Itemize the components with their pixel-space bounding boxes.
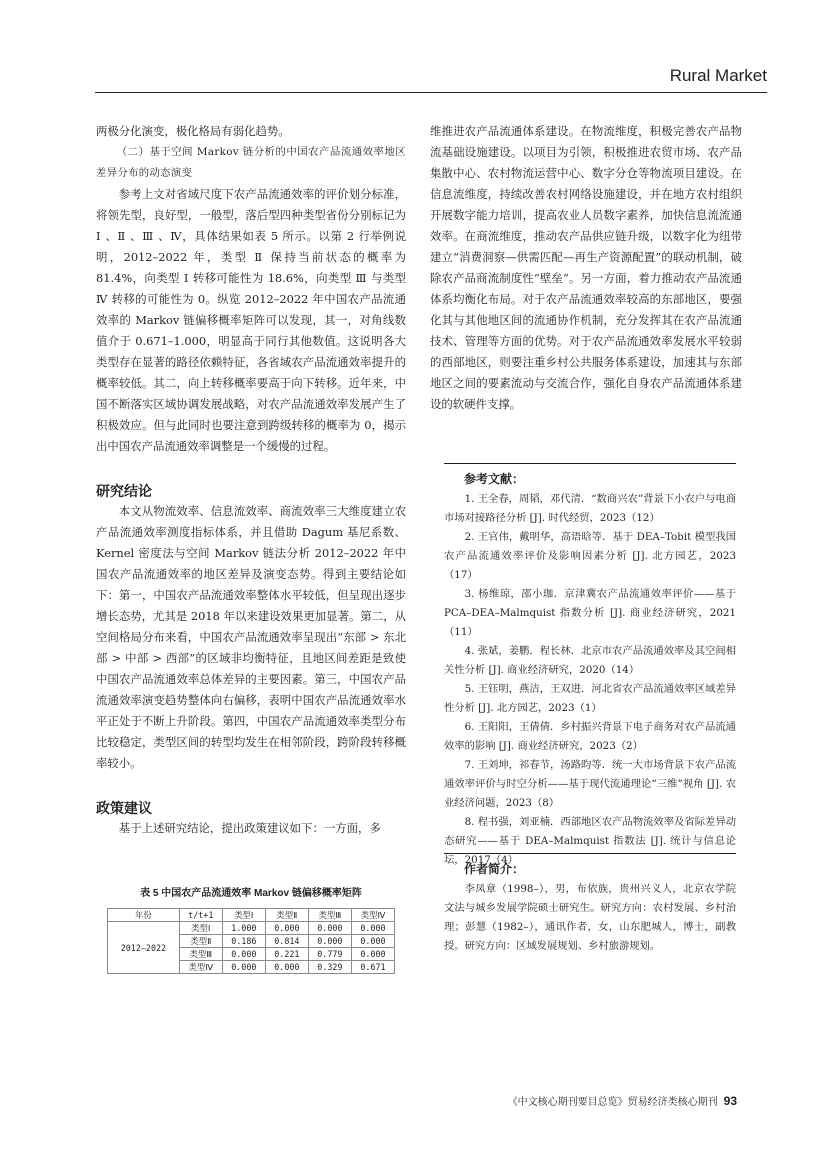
- year-cell: 2012–2022: [108, 922, 180, 974]
- journal-name: 《中文核心期刊要目总览》贸易经济类核心期刊: [507, 1097, 718, 1108]
- table-cell: 0.671: [351, 961, 394, 974]
- author-bio: 李凤章（1998–），男，布依族，贵州兴义人，北京农学院文法与城乡发展学院硕士研究生。研究方向：农村发展、乡村治理；彭慧（1982–），通讯作者，女，山东肥城人，博士，副教授。研究方向：区域发展规划、乡村旅游规划。: [444, 883, 736, 952]
- right-paragraph-1: 维推进农产品流通体系建设。在物流维度，积极完善农产品物流基础设施建设。以项目为引领，积极推进农贸市场、农产品集散中心、农村物流运营中心、数字分仓等物流项目建设。在信息流维度，持续改善农村网络设施建设，并在地方农村组织开展数字能力培训，提高农业人员数字素养，加快信息流流通效率。在商流维度，推动农产品供应链升级，以数字化为纽带建立“消费洞察—供需匹配—再生产资源配置”的联动机制，破除农产品商流制度性“壁垒”。另一方面，着力推动农产品流通体系均衡化布局。对于农产品流通效率较高的东部地区，要强化其与其他地区间的流通协作机制，充分发挥其在农产品流通技术、管理等方面的优势。对于农产品流通效率发展水平较弱的西部地区，则要注重乡村公共服务体系建设，加速其与东部地区之间的要素流动与交流合作，强化自身农产品流通体系建设的软硬件支撑。: [430, 124, 742, 411]
- policy-heading: 政策建议: [96, 800, 152, 816]
- reference-item: 2. 王官伟，戴明华，高语晗等．基于 DEA–Tobit 模型我国农产品流通效率评价及影响因素分析 [J]. 北方园艺，2023（17）: [444, 531, 736, 581]
- table-header-cell: 类型Ⅳ: [351, 909, 394, 922]
- right-column: [430, 121, 742, 415]
- table-cell: 0.000: [351, 948, 394, 961]
- table-cell: 0.186: [222, 935, 265, 948]
- table-caption: 表 5 中国农产品流通效率 Markov 链偏移概率矩阵: [140, 888, 362, 899]
- table-cell: 0.000: [351, 922, 394, 935]
- table-cell: 0.221: [265, 948, 308, 961]
- author-heading: 作者简介：: [464, 862, 525, 876]
- reference-item: 8. 程书强，刘亚楠．西部地区农产品物流效率及省际差异动态研究——基于 DEA–Malmquist 指数法 [J]. 统计与信息论坛，2017（4）: [444, 816, 736, 866]
- table-cell: 0.000: [265, 961, 308, 974]
- reference-item: 4. 张斌，姜鹏．程长林．北京市农产品流通效率及其空间相关性分析 [J]. 商业经济研究，2020（14）: [444, 645, 736, 676]
- table-cell: 0.000: [265, 922, 308, 935]
- author-section: [444, 853, 736, 956]
- table-cell: 类型Ⅲ: [179, 948, 222, 961]
- table-cell: 0.000: [222, 948, 265, 961]
- references-heading: 参考文献：: [464, 472, 525, 486]
- table-cell: 类型Ⅰ: [179, 922, 222, 935]
- reference-item: 5. 王钰明，燕洁，王双进．河北省农产品流通效率区域差异性分析 [J]. 北方园艺，2023（1）: [444, 683, 736, 714]
- left-column: [96, 121, 406, 839]
- table-cell: 0.814: [265, 935, 308, 948]
- references-section: [444, 463, 736, 870]
- reference-item: 7. 王刘坤，祁春节，汤路昀等．统一大市场背景下农产品流通效率评价与时空分析——基于现代流通理论“三维”视角 [J]. 农业经济问题，2023（8）: [444, 759, 736, 809]
- table-cell: 1.000: [222, 922, 265, 935]
- header-rule: [95, 92, 767, 93]
- running-header: Rural Market: [669, 66, 767, 85]
- table-header-row: [108, 909, 395, 922]
- reference-item: 3. 杨维琼，邵小珈．京津冀农产品流通效率评价——基于 PCA–DEA–Malmquist 指数分析 [J]. 商业经济研究，2021（11）: [444, 588, 736, 638]
- table-cell: 0.000: [351, 935, 394, 948]
- table-header-cell: 年份: [108, 909, 180, 922]
- table-header-cell: t/t+1: [179, 909, 222, 922]
- policy-paragraph: 基于上述研究结论，提出政策建议如下：一方面，多: [118, 821, 381, 835]
- table-header-cell: 类型Ⅱ: [265, 909, 308, 922]
- subsection-heading: （二）基于空间 Markov 链分析的中国农产品流通效率地区差异分布的动态演变: [96, 146, 406, 179]
- table-header-cell: 类型Ⅲ: [308, 909, 351, 922]
- table-cell: 0.000: [308, 935, 351, 948]
- conclusion-heading: 研究结论: [96, 483, 152, 499]
- table-row: [108, 922, 395, 935]
- page-number: 93: [723, 1094, 737, 1108]
- left-paragraph-1: 两极分化演变，极化格局有弱化趋势。: [96, 124, 290, 138]
- page-footer: [508, 1093, 737, 1108]
- table-cell: 类型Ⅱ: [179, 935, 222, 948]
- markov-table: [107, 908, 395, 974]
- conclusion-paragraph: 本文从物流效率、信息流效率、商流效率三大维度建立农产品流通效率测度指标体系，并且借助 Dagum 基尼系数、Kernel 密度法与空间 Markov 链法分析 2012–2022 年中国农产品流通效率的地区差异及演变态势。得到主要结论如下：第一，中国农产品流通效率整体水平较低，但呈现出逐步增长态势，尤其是 2018 年以来建设效果更加显著。第二，从空间格局分布来看，中国农产品流通效率呈现出“东部 > 东北部 > 中部 > 西部”的区域非均衡特征，且地区间差距是致使中国农产品流通效率总体差异的主要因素。第三，中国农产品流通效率演变趋势整体向右偏移，表明中国农产品流通效率水平正处于不断上升阶段。第四，中国农产品流通效率类型分布比较稳定，类型区间的转型均发生在相邻阶段，跨阶段转移概率较小。: [96, 504, 406, 770]
- table-header-cell: 类型Ⅰ: [222, 909, 265, 922]
- table-cell: 0.000: [308, 922, 351, 935]
- table-cell: 0.329: [308, 961, 351, 974]
- reference-item: 6. 王阳阳，王倩倩．乡村振兴背景下电子商务对农产品流通效率的影响 [J]. 商业经济研究，2023（2）: [444, 721, 736, 752]
- left-paragraph-2: 参考上文对省域尺度下农产品流通效率的评价划分标准，将领先型，良好型，一般型，落后型四种类型省份分别标记为 Ⅰ 、Ⅱ 、Ⅲ 、Ⅳ，具体结果如表 5 所示。以第 2 行举例说明，2012–2022 年，类型 Ⅱ 保持当前状态的概率为 81.4%，向类型 Ⅰ 转移可能性为 18.6%，向类型 Ⅲ 与类型 Ⅳ 转移的可能性为 0。纵览 2012–2022 年中国农产品流通效率的 Markov 链偏移概率矩阵可以发现，其一，对角线数值介于 0.671–1.000，明显高于同行其他数值。这说明各大类型存在显著的路径依赖特征，各省域农产品流通效率提升的概率较低。其二，向上转移概率要高于向下转移。近年来，中国不断落实区域协调发展战略，对农产品流通效率发展产生了积极效应。但与此同时也要注意到跨级转移的概率为 0，揭示出中国农产品流通效率调整是一个缓慢的过程。: [96, 187, 406, 453]
- reference-item: 1. 王全春，周韬，邓代清．“数商兴农”背景下小农户与电商市场对接路径分析 [J]. 时代经贸，2023（12）: [444, 493, 736, 524]
- table-cell: 0.779: [308, 948, 351, 961]
- table-cell: 0.000: [222, 961, 265, 974]
- table-cell: 类型Ⅳ: [179, 961, 222, 974]
